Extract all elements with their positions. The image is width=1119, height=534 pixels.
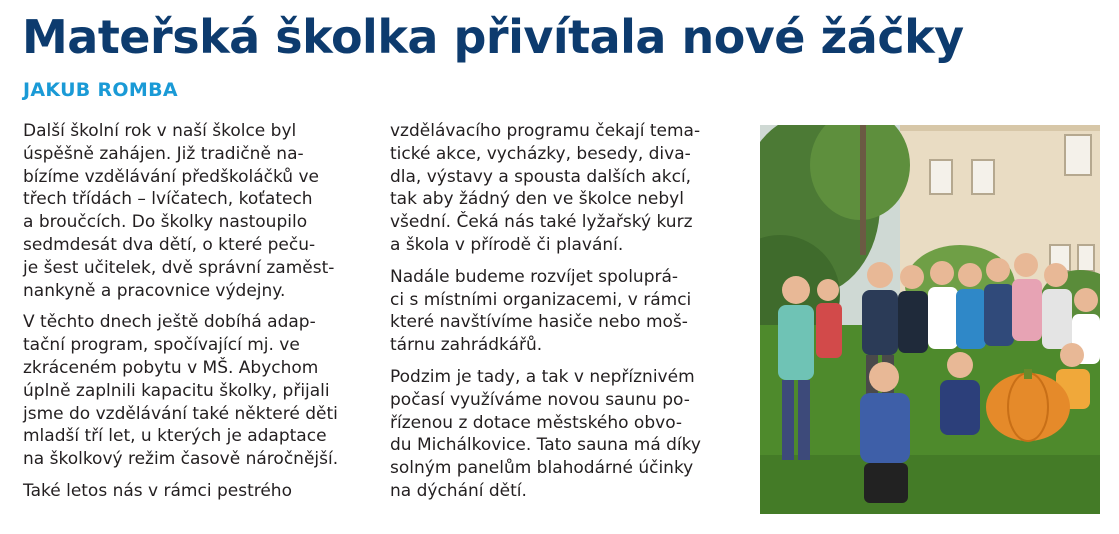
paragraph: Další školní rok v naší školce byl úspěšně zahájen. Již tradičně na- bízíme vzdělávání předškoláčků ve třech třídách – lvíčatech, koťatech a broučcích. Do školky nastoupilo sedmdesát dva dětí, o které peču- je šest učitelek, dvě správní zaměst- nankyně a pracovnice výdejny. — [23, 121, 335, 301]
paragraph: Také letos nás v rámci pestrého — [23, 480, 292, 501]
paragraph: vzdělávacího programu čekají tema- tické akce, vycházky, besedy, diva- dla, výstavy a spousta dalších akcí, tak aby žádný den ve školce nebyl všední. Čeká nás také lyžařský kurz a škola v přírodě či plavání. — [390, 121, 701, 255]
children-photo — [760, 125, 1100, 514]
paragraph: V těchto dnech ještě dobíhá adap- tační program, spočívající mj. ve zkráceném pobytu v MŠ. Abychom úplně zaplnili kapacitu školky, přijali jsme do vzdělávání také některé děti mladší tří let, u kterých je adaptace na školkový režim časově náročnější. — [23, 312, 339, 470]
article-author: JAKUB ROMBA — [23, 79, 178, 101]
pumpkin — [986, 373, 1070, 441]
paragraph: Podzim je tady, a tak v nepříznivém počasí využíváme novou saunu po- řízenou z dotace městského obvo- du Michálkovice. Tato sauna má díky solným panelům blahodárné účinky na dýchání dětí. — [390, 366, 701, 501]
paragraph: Nadále budeme rozvíjet spoluprá- ci s místními organizacemi, v rámci které navštívíme hasiče nebo moš- tárnu zahrádkářů. — [390, 266, 692, 356]
text-column-1 — [23, 120, 367, 512]
article-title: Mateřská školka přivítala nové žáčky — [22, 10, 964, 64]
text-column-2 — [390, 120, 732, 512]
